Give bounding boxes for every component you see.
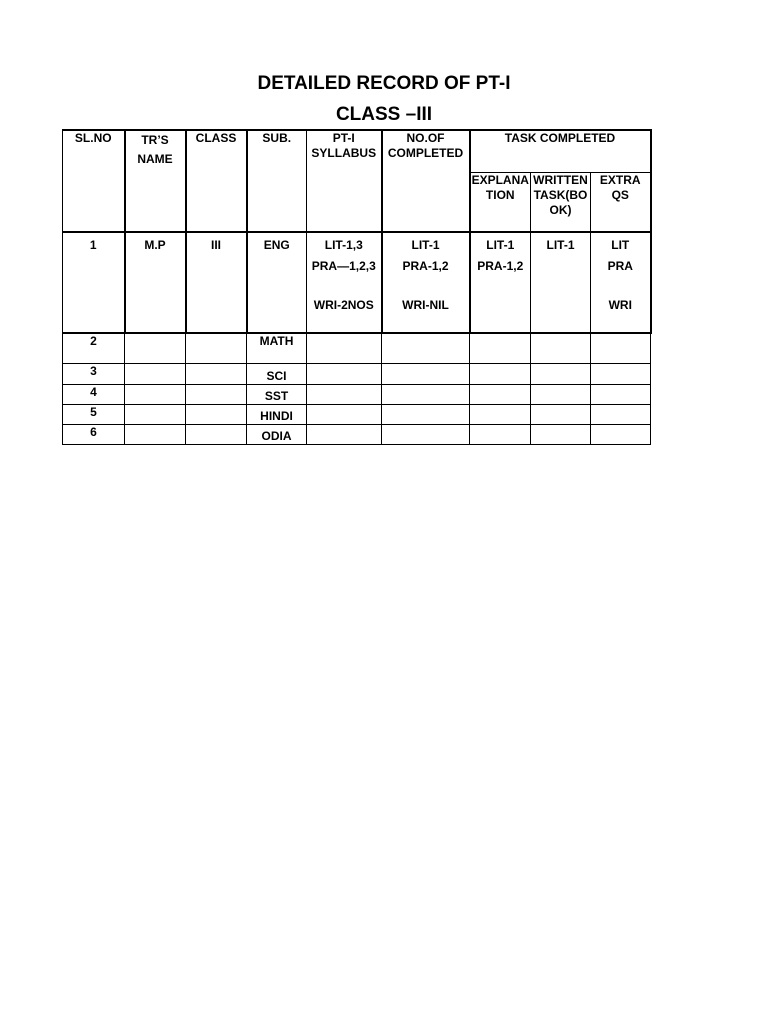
header-extra-qs: EXTRA QS <box>591 172 651 232</box>
cell-extra-qs <box>591 363 651 384</box>
table-row <box>63 333 651 363</box>
cell-subject: ENG <box>247 232 307 333</box>
cell-completed: LIT-1 PRA-1,2 WRI-NIL <box>382 232 470 333</box>
cell-syllabus <box>307 404 382 424</box>
cell-written-task <box>531 424 591 444</box>
header-explanation: EXPLANA TION <box>470 172 531 232</box>
cell-written-task <box>531 404 591 424</box>
cell-explanation <box>470 363 531 384</box>
header-syllabus: PT-I SYLLABUS <box>307 130 382 232</box>
header-slno: SL.NO <box>63 130 125 232</box>
table-row <box>63 424 651 444</box>
header-completed: NO.OF COMPLETED <box>382 130 470 232</box>
cell-completed <box>382 424 470 444</box>
cell-explanation <box>470 424 531 444</box>
cell-syllabus <box>307 384 382 404</box>
cell-extra-qs <box>591 424 651 444</box>
table-row <box>63 363 651 384</box>
cell-extra-qs <box>591 333 651 363</box>
cell-class <box>186 333 247 363</box>
table-row <box>63 384 651 404</box>
cell-slno: 4 <box>63 384 125 404</box>
cell-explanation <box>470 404 531 424</box>
cell-slno: 1 <box>63 232 125 333</box>
cell-class: III <box>186 232 247 333</box>
cell-teacher-name <box>125 333 186 363</box>
header-task-completed: TASK COMPLETED <box>470 130 651 172</box>
cell-teacher-name <box>125 404 186 424</box>
header-class: CLASS <box>186 130 247 232</box>
cell-teacher-name: M.P <box>125 232 186 333</box>
cell-teacher-name <box>125 424 186 444</box>
cell-written-task <box>531 384 591 404</box>
cell-syllabus: LIT-1,3 PRA—1,2,3 WRI-2NOS <box>307 232 382 333</box>
cell-explanation: LIT-1 PRA-1,2 <box>470 232 531 333</box>
cell-written-task <box>531 363 591 384</box>
cell-subject: MATH <box>247 333 307 363</box>
cell-class <box>186 363 247 384</box>
document-title: DETAILED RECORD OF PT-I <box>257 73 511 94</box>
cell-syllabus <box>307 424 382 444</box>
cell-explanation <box>470 333 531 363</box>
cell-extra-qs <box>591 384 651 404</box>
cell-completed <box>382 404 470 424</box>
table-row <box>63 232 651 333</box>
cell-slno: 2 <box>63 333 125 363</box>
cell-subject: SST <box>247 384 307 404</box>
header-subject: SUB. <box>247 130 307 232</box>
cell-syllabus <box>307 363 382 384</box>
cell-syllabus <box>307 333 382 363</box>
cell-completed <box>382 384 470 404</box>
cell-subject: HINDI <box>247 404 307 424</box>
cell-written-task <box>531 333 591 363</box>
cell-subject: SCI <box>247 363 307 384</box>
cell-completed <box>382 363 470 384</box>
cell-explanation <box>470 384 531 404</box>
pt-record-table <box>62 129 652 445</box>
cell-slno: 3 <box>63 363 125 384</box>
cell-teacher-name <box>125 363 186 384</box>
header-teacher-name: TR’S NAME <box>125 130 186 232</box>
cell-extra-qs <box>591 404 651 424</box>
cell-slno: 6 <box>63 424 125 444</box>
cell-written-task: LIT-1 <box>531 232 591 333</box>
cell-subject: ODIA <box>247 424 307 444</box>
table-row <box>63 404 651 424</box>
cell-class <box>186 404 247 424</box>
cell-class <box>186 424 247 444</box>
document-subtitle: CLASS –III <box>335 104 433 125</box>
cell-slno: 5 <box>63 404 125 424</box>
cell-teacher-name <box>125 384 186 404</box>
cell-class <box>186 384 247 404</box>
header-written-task: WRITTEN TASK(BO OK) <box>531 172 591 232</box>
cell-completed <box>382 333 470 363</box>
cell-extra-qs: LIT PRA WRI <box>591 232 651 333</box>
